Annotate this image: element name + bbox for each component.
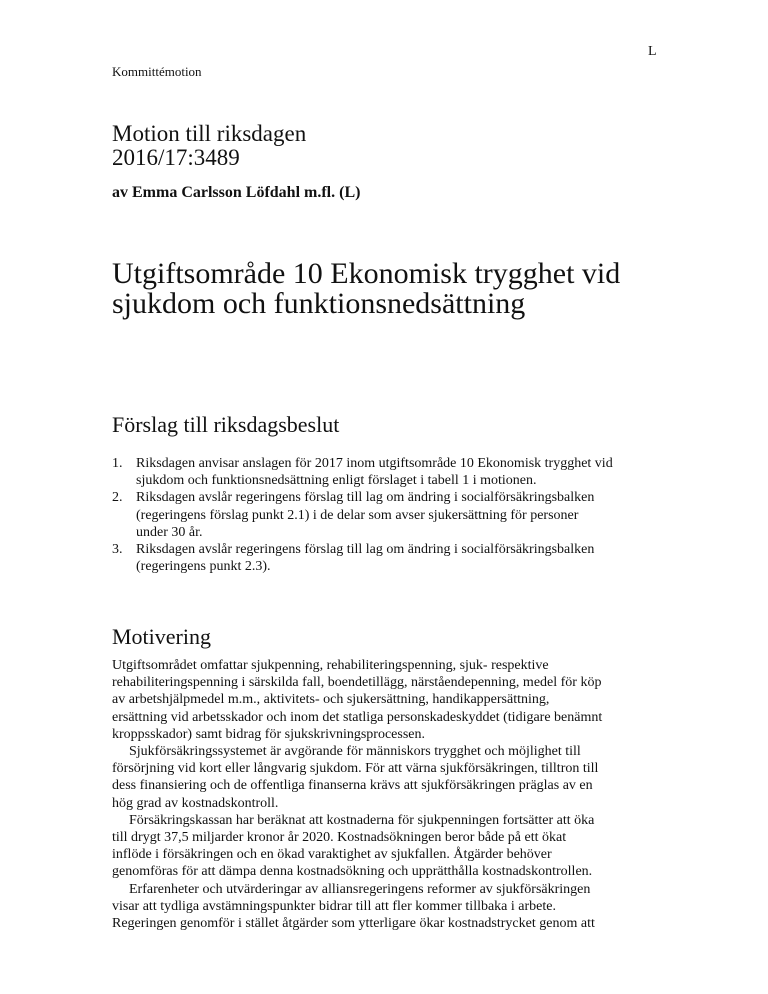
body-text-line: kroppsskador) samt bidrag för sjukskrivningsprocessen.: [112, 726, 426, 742]
body-text-line: genomföras för att dämpa denna kostnadsökning och upprätthålla kostnadskontrollen.: [112, 864, 593, 880]
list-item-text: (regeringens förslag punkt 2.1) i de delar som avser sjukersättning för personer: [136, 507, 579, 523]
list-item: [112, 455, 672, 489]
page-title: [112, 259, 712, 319]
list-item-number: 2.: [112, 490, 123, 506]
body-text-line: inflöde i försäkringen och en ökad varaktighet av sjukfallen. Åtgärder behöver: [112, 847, 552, 863]
body-text-line: av arbetshjälpmedel m.m., aktivitets- och sjukersättning, handikappersättning,: [112, 692, 550, 708]
body-text-line: Försäkringskassan har beräknat att kostnaderna för sjukpenningen fortsätter att öka: [129, 812, 595, 828]
document-type-label: Kommittémotion: [112, 64, 202, 79]
body-text-line: dess finansiering och de offentliga finanserna krävs att sjukförsäkringen präglas av en: [112, 778, 593, 794]
list-item: [112, 541, 672, 575]
proposals-list: [112, 455, 672, 575]
body-text-line: ersättning vid arbetsskador och inom det statliga personskadeskyddet (tidigare benämnt: [112, 709, 603, 725]
proposals-heading: Förslag till riksdagsbeslut: [112, 412, 340, 437]
list-item: [112, 489, 672, 541]
body-text-line: Erfarenheter och utvärderingar av alliansregeringens reformer av sjukförsäkringen: [129, 881, 591, 897]
body-text-line: visar att tydliga avstämningspunkter bidrar till att fler kommer tillbaka i arbete.: [112, 898, 556, 914]
body-text-line: Sjukförsäkringssystemet är avgörande för människors trygghet och möjlighet till: [129, 744, 581, 760]
body-text-line: Regeringen genomför i stället åtgärder som ytterligare ökar kostnadstrycket genom att: [112, 916, 595, 932]
body-text-line: rehabiliteringspenning i särskilda fall, boendetillägg, närståendepenning, medel för köp: [112, 675, 602, 691]
list-item-number: 1.: [112, 456, 123, 471]
list-item-number: 3.: [112, 542, 123, 558]
motion-heading-line: Motion till riksdagen: [112, 121, 307, 146]
motion-author: av Emma Carlsson Löfdahl m.fl. (L): [112, 184, 361, 201]
party-mark: L: [648, 44, 657, 59]
motivation-body: [112, 657, 672, 932]
list-item-text: Riksdagen avslår regeringens förslag till lag om ändring i socialförsäkringsbalken: [136, 542, 595, 558]
list-item-text: Riksdagen avslår regeringens förslag till lag om ändring i socialförsäkringsbalken: [136, 490, 595, 506]
motion-heading: [112, 122, 306, 170]
body-text-line: hög grad av kostnadskontroll.: [112, 795, 279, 811]
list-item-text: sjukdom och funktionsnedsättning enligt förslaget i tabell 1 i motionen.: [136, 473, 537, 489]
body-text-line: Utgiftsområdet omfattar sjukpenning, rehabiliteringspenning, sjuk- respektive: [112, 658, 549, 673]
list-item-text: under 30 år.: [136, 524, 203, 540]
motivation-heading: Motivering: [112, 624, 211, 649]
body-text-line: till drygt 37,5 miljarder kronor år 2020. Kostnadsökningen beror både på ett ökat: [112, 830, 567, 846]
page-title-line: Utgiftsområde 10 Ekonomisk trygghet vid: [112, 257, 621, 290]
motion-number: 2016/17:3489: [112, 145, 240, 170]
page-title-line: sjukdom och funktionsnedsättning: [112, 287, 526, 320]
list-item-text: Riksdagen anvisar anslagen för 2017 inom utgiftsområde 10 Ekonomisk trygghet vid: [136, 456, 613, 471]
list-item-text: (regeringens punkt 2.3).: [136, 559, 271, 575]
body-text-line: försörjning vid kort eller långvarig sjukdom. För att värna sjukförsäkringen, tilltron till: [112, 761, 599, 777]
